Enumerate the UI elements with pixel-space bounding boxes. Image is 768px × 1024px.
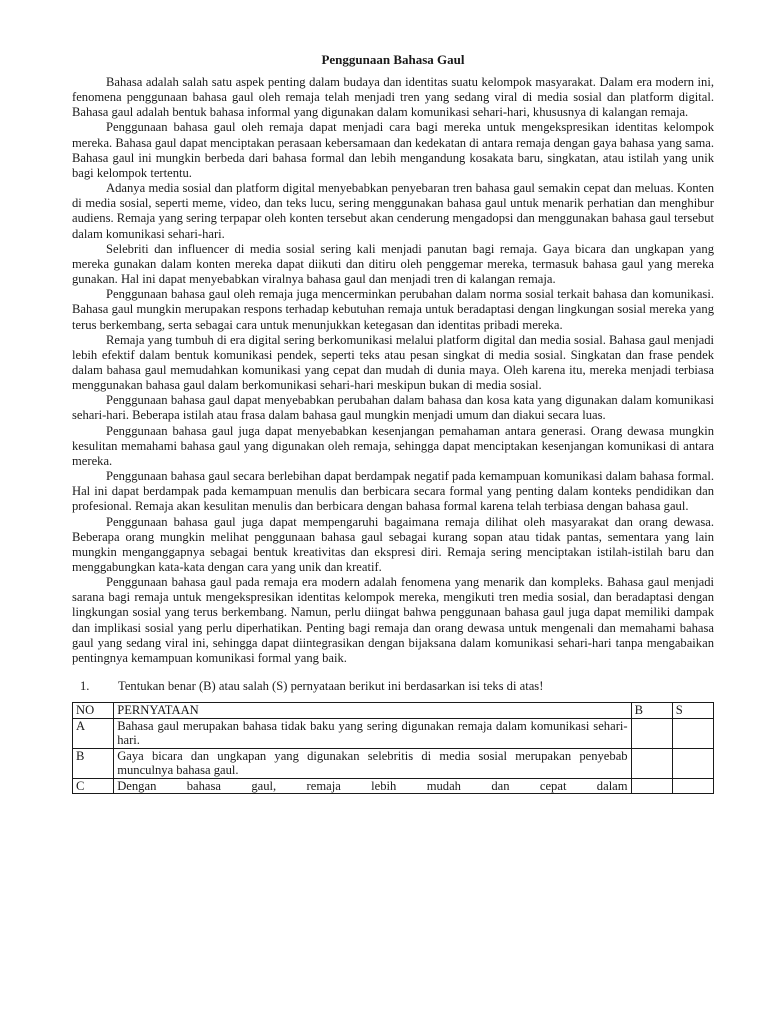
paragraph-8: Penggunaan bahasa gaul juga dapat menyebabkan kesenjangan pemahaman antara generasi. Orang dewasa mungkin kesulitan memahami bahasa gaul yang digunakan oleh remaja, sehingga dapat menciptakan kesenjangan komunikasi di antara mereka. — [72, 423, 714, 468]
header-no: NO — [73, 703, 114, 719]
paragraph-2: Penggunaan bahasa gaul oleh remaja dapat menjadi cara bagi mereka untuk mengekspresikan identitas kelompok mereka. Bahasa gaul dapat menciptakan perasaan kebersamaan dan kedekatan di antara remaja dengan gaya bahasa yang sama. Bahasa gaul ini mungkin berbeda dari bahasa formal dan lebih mengandung kosakata baru, singkatan, atau istilah yang unik bagi kelompok tertentu. — [72, 120, 714, 180]
question-1 — [72, 679, 714, 694]
paragraph-10: Penggunaan bahasa gaul juga dapat mempengaruhi bagaimana remaja dilihat oleh masyarakat dan orang dewasa. Beberapa orang mungkin melihat penggunaan bahasa gaul sebagai kurang sopan atau tidak pantas, sementara yang lain mungkin menganggapnya sebagai bentuk kreativitas dan ekspresi diri. Remaja sering menciptakan istilah-istilah baru dan menggabungkan kata-kata dengan cara yang unik dan kreatif. — [72, 514, 714, 574]
paragraph-4: Selebriti dan influencer di media sosial sering kali menjadi panutan bagi remaja. Gaya bicara dan ungkapan yang mereka gunakan dalam konten mereka dapat diikuti dan ditiru oleh penggemar mereka, termasuk bahasa gaul yang mereka gunakan. Hal ini dapat menyebabkan viralnya bahasa gaul dan menjadi tren di kalangan remaja. — [72, 241, 714, 287]
answer-cell-s[interactable] — [672, 778, 713, 794]
answer-cell-b[interactable] — [631, 718, 672, 748]
table-row — [73, 778, 714, 794]
true-false-table — [72, 702, 714, 794]
header-s: S — [672, 703, 713, 719]
answer-cell-s[interactable] — [672, 718, 713, 748]
paragraph-1: Bahasa adalah salah satu aspek penting dalam budaya dan identitas suatu kelompok masyarakat. Dalam era modern ini, fenomena penggunaan bahasa gaul oleh remaja telah menjadi tren yang sedang viral di media sosial dan platform digital. Bahasa gaul adalah bentuk bahasa informal yang digunakan dalam komunikasi sehari-hari, khususnya di kalangan remaja. — [72, 75, 714, 120]
header-b: B — [631, 703, 672, 719]
table-row — [73, 748, 714, 778]
table-header-row — [73, 703, 714, 719]
row-label: A — [73, 718, 114, 748]
paragraph-11: Penggunaan bahasa gaul pada remaja era modern adalah fenomena yang menarik dan kompleks. Bahasa gaul menjadi sarana bagi remaja untuk mengekspresikan identitas kelompok mereka, mengikuti tren media sosial, dan beradaptasi dengan lingkungan sosial yang terus berkembang. Namun, perlu diingat bahwa penggunaan bahasa gaul juga dapat memiliki dampak dan implikasi sosial yang perlu diperhatikan. Penting bagi remaja dan orang dewasa untuk mengenali dan memahami bahasa gaul yang sedang viral ini, sehingga dapat diintegrasikan dengan bijaksana dalam komunikasi sehari-hari tanpa mengabaikan pentingnya kemampuan komunikasi formal yang baik. — [72, 575, 714, 665]
answer-cell-b[interactable] — [631, 748, 672, 778]
document-page — [72, 52, 714, 794]
answer-cell-b[interactable] — [631, 778, 672, 794]
header-statement: PERNYATAAN — [114, 703, 631, 719]
question-text: Tentukan benar (B) atau salah (S) pernyataan berikut ini berdasarkan isi teks di atas! — [118, 679, 544, 694]
paragraph-9: Penggunaan bahasa gaul secara berlebihan dapat berdampak negatif pada kemampuan komunikasi dalam bahasa formal. Hal ini dapat berdampak pada kemampuan menulis dan berbicara secara formal yang penting dalam konteks pendidikan dan profesional. Remaja akan kesulitan menulis dan berbicara dengan bahasa formal karena telah terbiasa dengan bahasa gaul. — [72, 469, 714, 514]
row-label: C — [73, 778, 114, 794]
document-body — [72, 75, 714, 666]
paragraph-5: Penggunaan bahasa gaul oleh remaja juga mencerminkan perubahan dalam norma sosial terkait bahasa dan komunikasi. Bahasa gaul mungkin merupakan respons terhadap kebutuhan remaja untuk beradaptasi dengan lingkungan sosial mereka yang terus berkembang, serta sebagai cara untuk menunjukkan ketegasan dan identitas pribadi mereka. — [72, 287, 714, 332]
paragraph-6: Remaja yang tumbuh di era digital sering berkomunikasi melalui platform digital dan media sosial. Bahasa gaul menjadi lebih efektif dalam bentuk komunikasi pendek, seperti teks atau pesan singkat di media sosial. Singkatan dan frase pendek dalam bahasa gaul memudahkan komunikasi yang cepat dan mudah di dunia maya. Oleh karena itu, mereka menjadi terbiasa menggunakan bahasa gaul dalam berkomunikasi sehari-hari meskipun bukan di media sosial. — [72, 332, 714, 393]
paragraph-7: Penggunaan bahasa gaul dapat menyebabkan perubahan dalam bahasa dan kosa kata yang digunakan dalam komunikasi sehari-hari. Beberapa istilah atau frasa dalam bahasa gaul mungkin menjadi umum dan diakui secara luas. — [72, 393, 714, 423]
row-statement: Dengan bahasa gaul, remaja lebih mudah dan cepat dalam — [114, 778, 631, 794]
document-title: Penggunaan Bahasa Gaul — [321, 52, 465, 67]
paragraph-3: Adanya media sosial dan platform digital menyebabkan penyebaran tren bahasa gaul semakin cepat dan meluas. Konten di media sosial, seperti meme, video, dan teks lucu, sering menggunakan bahasa gaul untuk menarik perhatian dan menghibur audiens. Remaja yang sering terpapar oleh konten tersebut akan cenderung mengadopsi dan menggunakan bahasa gaul tersebut dalam komunikasi sehari-hari. — [72, 181, 714, 241]
table-row — [73, 718, 714, 748]
answer-cell-s[interactable] — [672, 748, 713, 778]
row-statement: Gaya bicara dan ungkapan yang digunakan selebritis di media sosial merupakan penyebab munculnya bahasa gaul. — [114, 748, 631, 778]
row-statement: Bahasa gaul merupakan bahasa tidak baku yang sering digunakan remaja dalam komunikasi sehari-hari. — [114, 718, 631, 748]
question-number: 1. — [80, 679, 90, 694]
row-label: B — [73, 748, 114, 778]
